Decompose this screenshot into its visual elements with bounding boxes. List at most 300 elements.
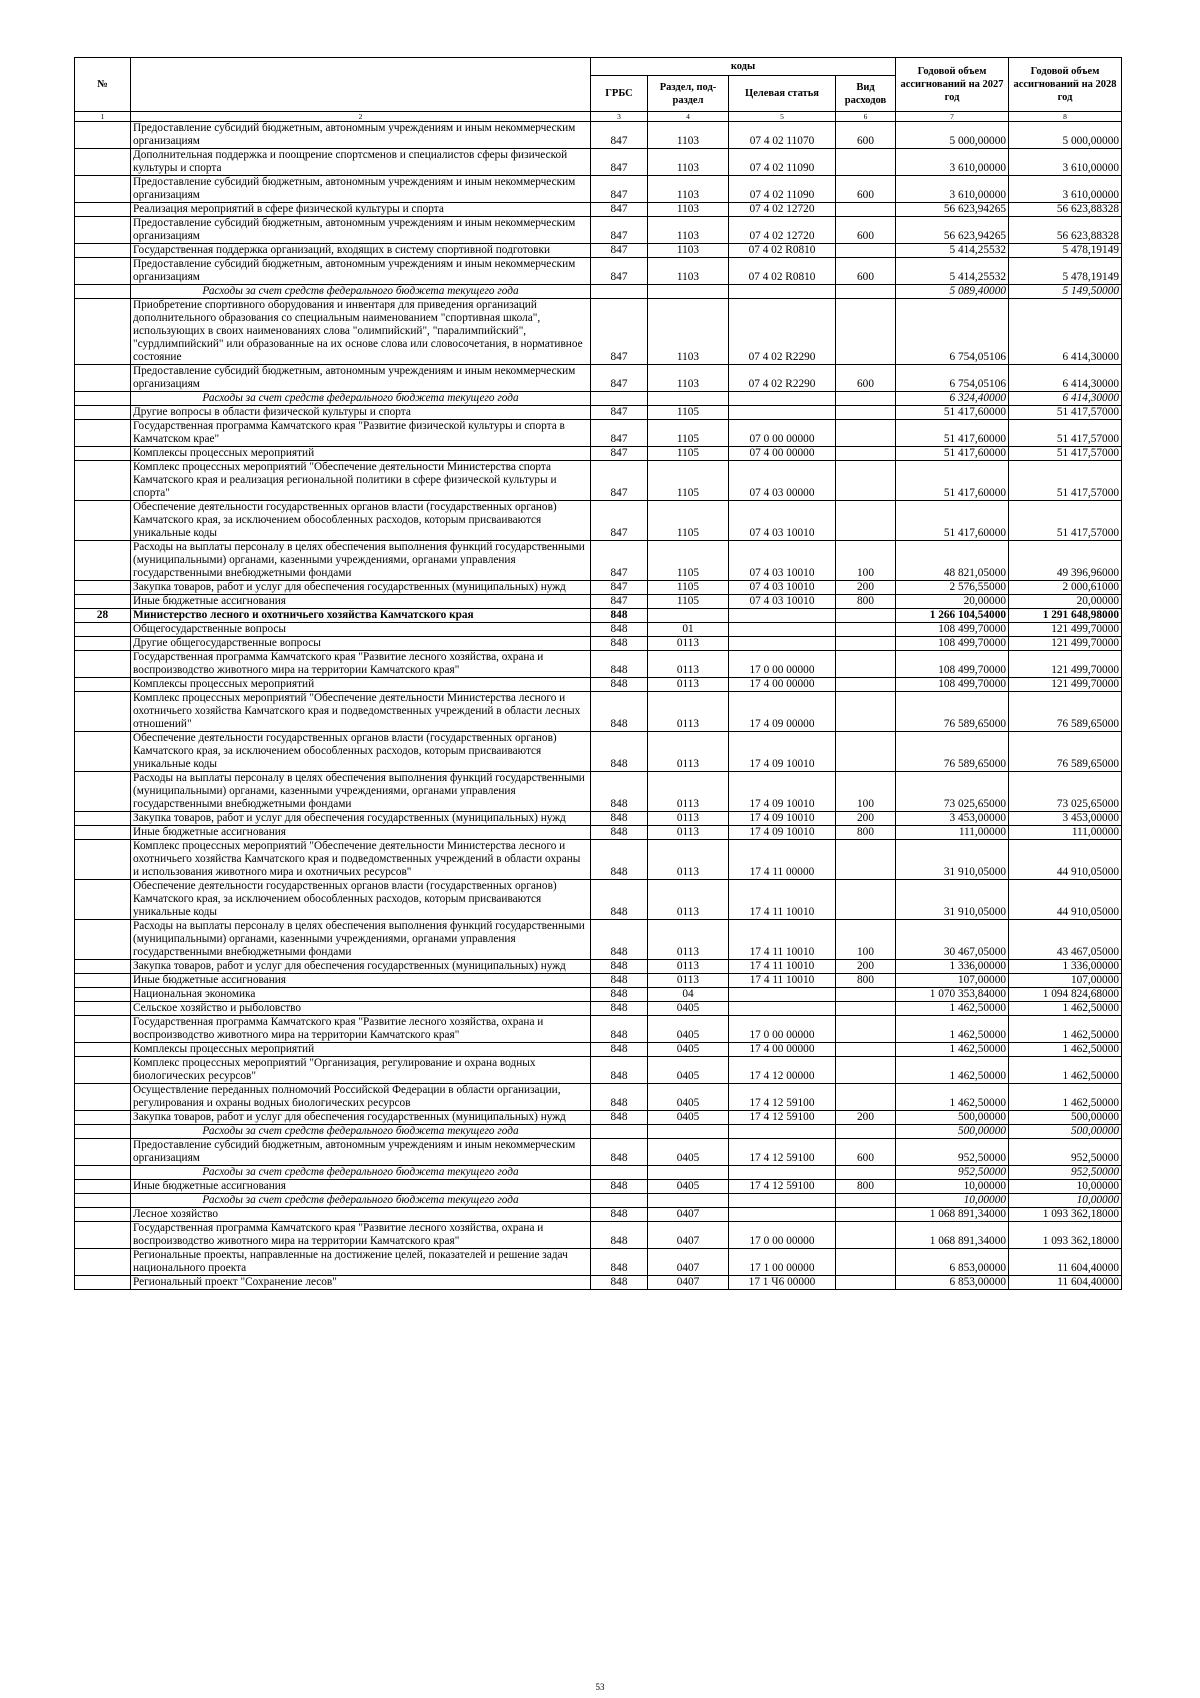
section-code: 1103 xyxy=(648,365,729,392)
row-number xyxy=(75,988,131,1002)
amount-2028: 500,00000 xyxy=(1009,1125,1122,1139)
amount-2028: 10,00000 xyxy=(1009,1180,1122,1194)
section-code: 1105 xyxy=(648,406,729,420)
amount-2028: 49 396,96000 xyxy=(1009,541,1122,581)
target-article xyxy=(729,392,836,406)
section-code: 1105 xyxy=(648,420,729,447)
expense-type xyxy=(836,299,896,365)
row-number xyxy=(75,392,131,406)
item-name: Иные бюджетные ассигнования xyxy=(131,595,591,609)
target-article: 17 4 12 59100 xyxy=(729,1084,836,1111)
item-name: Другие общегосударственные вопросы xyxy=(131,637,591,651)
row-number xyxy=(75,203,131,217)
item-name: Расходы за счет средств федерального бюджета текущего года xyxy=(131,1125,591,1139)
expense-type: 600 xyxy=(836,122,896,149)
section-code: 0113 xyxy=(648,920,729,960)
amount-2027: 76 589,65000 xyxy=(896,692,1009,732)
item-name: Государственная программа Камчатского края "Развитие лесного хозяйства, охрана и воспроизводство животного мира на территории Камчатского края" xyxy=(131,651,591,678)
section-code: 0113 xyxy=(648,732,729,772)
row-number xyxy=(75,1166,131,1180)
column-numbers-row xyxy=(75,112,1122,122)
column-number: 8 xyxy=(1009,112,1122,122)
expense-type: 600 xyxy=(836,217,896,244)
expense-type: 200 xyxy=(836,812,896,826)
item-name: Расходы за счет средств федерального бюджета текущего года xyxy=(131,1194,591,1208)
grbs-code xyxy=(591,1125,648,1139)
table-row xyxy=(75,840,1122,880)
amount-2027: 51 417,60000 xyxy=(896,447,1009,461)
row-number xyxy=(75,840,131,880)
table-row xyxy=(75,678,1122,692)
amount-2028: 51 417,57000 xyxy=(1009,406,1122,420)
row-number xyxy=(75,1276,131,1290)
item-name: Комплексы процессных мероприятий xyxy=(131,447,591,461)
expense-type xyxy=(836,678,896,692)
table-row xyxy=(75,637,1122,651)
row-number xyxy=(75,692,131,732)
amount-2027: 500,00000 xyxy=(896,1125,1009,1139)
target-article xyxy=(729,285,836,299)
amount-2027: 48 821,05000 xyxy=(896,541,1009,581)
section-code: 1105 xyxy=(648,447,729,461)
expense-type xyxy=(836,840,896,880)
target-article: 07 4 02 11090 xyxy=(729,149,836,176)
row-number xyxy=(75,826,131,840)
target-article: 17 0 00 00000 xyxy=(729,1016,836,1043)
table-row xyxy=(75,1139,1122,1166)
expense-type: 600 xyxy=(836,258,896,285)
grbs-code: 848 xyxy=(591,812,648,826)
page-number: 53 xyxy=(595,1682,605,1692)
expense-type xyxy=(836,1057,896,1084)
amount-2028: 51 417,57000 xyxy=(1009,420,1122,447)
target-article: 07 4 03 10010 xyxy=(729,541,836,581)
item-name: Обеспечение деятельности государственных органов власти (государственных органов) Камчатского края, за исключением обособленных расходов, которым присваиваются уникальные коды xyxy=(131,501,591,541)
amount-2027: 6 754,05106 xyxy=(896,365,1009,392)
grbs-code: 847 xyxy=(591,461,648,501)
row-number xyxy=(75,772,131,812)
column-number: 4 xyxy=(648,112,729,122)
target-article: 17 4 11 10010 xyxy=(729,974,836,988)
section-code: 0405 xyxy=(648,1180,729,1194)
expense-type: 800 xyxy=(836,1180,896,1194)
amount-2028: 5 000,00000 xyxy=(1009,122,1122,149)
section-code: 1105 xyxy=(648,541,729,581)
table-row xyxy=(75,974,1122,988)
grbs-code: 847 xyxy=(591,420,648,447)
item-name: Государственная программа Камчатского края "Развитие лесного хозяйства, охрана и воспроизводство животного мира на территории Камчатского края" xyxy=(131,1222,591,1249)
expense-type xyxy=(836,1249,896,1276)
amount-2027: 6 754,05106 xyxy=(896,299,1009,365)
table-row xyxy=(75,1249,1122,1276)
grbs-code: 848 xyxy=(591,880,648,920)
item-name: Обеспечение деятельности государственных органов власти (государственных органов) Камчатского края, за исключением обособленных расходов, которым присваиваются уникальные коды xyxy=(131,732,591,772)
item-name: Другие вопросы в области физической культуры и спорта xyxy=(131,406,591,420)
section-code: 0113 xyxy=(648,840,729,880)
table-row xyxy=(75,299,1122,365)
table-row xyxy=(75,217,1122,244)
grbs-code: 848 xyxy=(591,609,648,623)
target-article: 07 4 03 00000 xyxy=(729,461,836,501)
section-code: 0405 xyxy=(648,1002,729,1016)
expense-type xyxy=(836,732,896,772)
section-code: 1103 xyxy=(648,217,729,244)
table-row xyxy=(75,258,1122,285)
section-code: 1105 xyxy=(648,461,729,501)
section-code: 1103 xyxy=(648,258,729,285)
target-article: 17 4 09 10010 xyxy=(729,826,836,840)
expense-type xyxy=(836,880,896,920)
target-article xyxy=(729,609,836,623)
target-article: 17 4 00 00000 xyxy=(729,678,836,692)
amount-2027: 20,00000 xyxy=(896,595,1009,609)
amount-2027: 3 453,00000 xyxy=(896,812,1009,826)
row-number xyxy=(75,1111,131,1125)
item-name: Закупка товаров, работ и услуг для обеспечения государственных (муниципальных) нужд xyxy=(131,581,591,595)
amount-2028: 1 462,50000 xyxy=(1009,1043,1122,1057)
section-code: 04 xyxy=(648,988,729,1002)
target-article: 07 4 03 10010 xyxy=(729,595,836,609)
amount-2027: 500,00000 xyxy=(896,1111,1009,1125)
expense-type: 600 xyxy=(836,365,896,392)
item-name: Предоставление субсидий бюджетным, автономным учреждениям и иным некоммерческим организациям xyxy=(131,1139,591,1166)
row-number xyxy=(75,974,131,988)
table-row xyxy=(75,772,1122,812)
amount-2027: 108 499,70000 xyxy=(896,651,1009,678)
target-article: 07 4 03 10010 xyxy=(729,581,836,595)
row-number xyxy=(75,1139,131,1166)
expense-type: 100 xyxy=(836,541,896,581)
row-number xyxy=(75,365,131,392)
table-row xyxy=(75,1222,1122,1249)
grbs-code: 847 xyxy=(591,217,648,244)
target-article: 17 0 00 00000 xyxy=(729,1222,836,1249)
amount-2028: 3 453,00000 xyxy=(1009,812,1122,826)
target-article: 17 4 11 10010 xyxy=(729,920,836,960)
amount-2027: 1 462,50000 xyxy=(896,1043,1009,1057)
expense-type xyxy=(836,1002,896,1016)
table-row xyxy=(75,623,1122,637)
row-number xyxy=(75,1084,131,1111)
table-row xyxy=(75,988,1122,1002)
row-number xyxy=(75,1125,131,1139)
grbs-code: 848 xyxy=(591,826,648,840)
expense-type xyxy=(836,447,896,461)
amount-2028: 51 417,57000 xyxy=(1009,501,1122,541)
column-number: 3 xyxy=(591,112,648,122)
table-row xyxy=(75,406,1122,420)
grbs-code: 847 xyxy=(591,365,648,392)
table-row xyxy=(75,960,1122,974)
grbs-code: 848 xyxy=(591,637,648,651)
amount-2028: 1 462,50000 xyxy=(1009,1016,1122,1043)
row-number xyxy=(75,1002,131,1016)
amount-2028: 2 000,61000 xyxy=(1009,581,1122,595)
expense-type xyxy=(836,988,896,1002)
target-article: 17 4 11 10010 xyxy=(729,960,836,974)
grbs-code: 847 xyxy=(591,176,648,203)
amount-2028: 107,00000 xyxy=(1009,974,1122,988)
section-code: 0405 xyxy=(648,1139,729,1166)
row-number xyxy=(75,623,131,637)
amount-2028: 121 499,70000 xyxy=(1009,678,1122,692)
expense-type xyxy=(836,623,896,637)
item-name: Комплексы процессных мероприятий xyxy=(131,678,591,692)
expense-type xyxy=(836,1194,896,1208)
row-number xyxy=(75,501,131,541)
section-code xyxy=(648,285,729,299)
grbs-code: 848 xyxy=(591,920,648,960)
item-name: Дополнительная поддержка и поощрение спортсменов и специалистов сферы физической культуры и спорта xyxy=(131,149,591,176)
target-article: 17 4 12 59100 xyxy=(729,1111,836,1125)
row-number xyxy=(75,1180,131,1194)
target-article xyxy=(729,1166,836,1180)
amount-2027: 76 589,65000 xyxy=(896,732,1009,772)
amount-2028: 44 910,05000 xyxy=(1009,840,1122,880)
amount-2027: 1 070 353,84000 xyxy=(896,988,1009,1002)
amount-2027: 952,50000 xyxy=(896,1139,1009,1166)
table-row xyxy=(75,880,1122,920)
amount-2028: 111,00000 xyxy=(1009,826,1122,840)
amount-2028: 6 414,30000 xyxy=(1009,299,1122,365)
table-row xyxy=(75,1111,1122,1125)
expense-type xyxy=(836,1222,896,1249)
expense-type xyxy=(836,406,896,420)
target-article: 17 4 12 59100 xyxy=(729,1139,836,1166)
row-number xyxy=(75,447,131,461)
amount-2027: 5 089,40000 xyxy=(896,285,1009,299)
amount-2027: 56 623,94265 xyxy=(896,217,1009,244)
amount-2027: 30 467,05000 xyxy=(896,920,1009,960)
table-row xyxy=(75,1276,1122,1290)
section-code: 1103 xyxy=(648,299,729,365)
table-row xyxy=(75,501,1122,541)
expense-type: 200 xyxy=(836,960,896,974)
target-article: 17 4 00 00000 xyxy=(729,1043,836,1057)
expense-type: 100 xyxy=(836,920,896,960)
item-name: Министерство лесного и охотничьего хозяйства Камчатского края xyxy=(131,609,591,623)
amount-2027: 1 068 891,34000 xyxy=(896,1208,1009,1222)
amount-2028: 11 604,40000 xyxy=(1009,1249,1122,1276)
amount-2028: 1 462,50000 xyxy=(1009,1084,1122,1111)
row-number xyxy=(75,651,131,678)
section-code xyxy=(648,609,729,623)
table-row xyxy=(75,149,1122,176)
grbs-code: 848 xyxy=(591,1002,648,1016)
section-code: 0407 xyxy=(648,1222,729,1249)
row-number xyxy=(75,258,131,285)
target-article: 07 4 02 12720 xyxy=(729,217,836,244)
target-article: 17 4 09 10010 xyxy=(729,812,836,826)
item-name: Закупка товаров, работ и услуг для обеспечения государственных (муниципальных) нужд xyxy=(131,812,591,826)
table-row xyxy=(75,826,1122,840)
amount-2027: 952,50000 xyxy=(896,1166,1009,1180)
target-article: 07 4 03 10010 xyxy=(729,501,836,541)
grbs-code: 847 xyxy=(591,299,648,365)
section-code xyxy=(648,1194,729,1208)
item-name: Иные бюджетные ассигнования xyxy=(131,974,591,988)
expense-type: 800 xyxy=(836,826,896,840)
expense-type xyxy=(836,1043,896,1057)
amount-2028: 1 094 824,68000 xyxy=(1009,988,1122,1002)
amount-2028: 56 623,88328 xyxy=(1009,203,1122,217)
budget-table xyxy=(74,57,1122,1290)
column-number: 7 xyxy=(896,112,1009,122)
column-number: 5 xyxy=(729,112,836,122)
section-code: 1103 xyxy=(648,149,729,176)
amount-2028: 11 604,40000 xyxy=(1009,1276,1122,1290)
target-article: 17 4 09 00000 xyxy=(729,692,836,732)
header-2027: Годовой объем ассигнований на 2027 год xyxy=(896,58,1009,112)
item-name: Комплекс процессных мероприятий "Обеспечение деятельности Министерства лесного и охотничьего хозяйства Камчатского края и подведомственных учреждений в области лесных отношений" xyxy=(131,692,591,732)
expense-type xyxy=(836,1016,896,1043)
table-row xyxy=(75,541,1122,581)
amount-2028: 952,50000 xyxy=(1009,1139,1122,1166)
item-name: Предоставление субсидий бюджетным, автономным учреждениям и иным некоммерческим организациям xyxy=(131,365,591,392)
expense-type xyxy=(836,392,896,406)
grbs-code: 848 xyxy=(591,1276,648,1290)
target-article: 17 4 12 59100 xyxy=(729,1180,836,1194)
grbs-code: 847 xyxy=(591,122,648,149)
target-article: 07 4 00 00000 xyxy=(729,447,836,461)
item-name: Государственная поддержка организаций, входящих в систему спортивной подготовки xyxy=(131,244,591,258)
federal-budget-row xyxy=(75,1125,1122,1139)
row-number xyxy=(75,541,131,581)
amount-2027: 108 499,70000 xyxy=(896,623,1009,637)
row-number xyxy=(75,176,131,203)
item-name: Комплекс процессных мероприятий "Обеспечение деятельности Министерства спорта Камчатского края и реализация региональной политики в сфере физической культуры и спорта" xyxy=(131,461,591,501)
target-article: 17 4 11 00000 xyxy=(729,840,836,880)
expense-type: 800 xyxy=(836,595,896,609)
section-code: 1105 xyxy=(648,595,729,609)
row-number xyxy=(75,732,131,772)
amount-2028: 56 623,88328 xyxy=(1009,217,1122,244)
grbs-code xyxy=(591,285,648,299)
expense-type xyxy=(836,461,896,501)
item-name: Комплексы процессных мероприятий xyxy=(131,1043,591,1057)
section-code: 1105 xyxy=(648,581,729,595)
section-code: 0113 xyxy=(648,651,729,678)
header-exp-type: Вид расходов xyxy=(836,76,896,112)
item-name: Приобретение спортивного оборудования и инвентаря для приведения организаций дополнительного образования со специальным наименованием "спортивная школа", использующих в своих наименованиях слова "олимпийский", "паралимпийский", "сурдлимпийский" или образованные на их основе слова или словосочетания, в нормативное состояние xyxy=(131,299,591,365)
item-name: Расходы на выплаты персоналу в целях обеспечения выполнения функций государственными (муниципальными) органами, казенными учреждениями, органами управления государственными внебюджетными фондами xyxy=(131,920,591,960)
amount-2028: 952,50000 xyxy=(1009,1166,1122,1180)
grbs-code: 847 xyxy=(591,406,648,420)
expense-type: 600 xyxy=(836,1139,896,1166)
column-number: 1 xyxy=(75,112,131,122)
federal-budget-row xyxy=(75,1194,1122,1208)
expense-type xyxy=(836,609,896,623)
grbs-code: 848 xyxy=(591,1016,648,1043)
grbs-code: 847 xyxy=(591,244,648,258)
grbs-code xyxy=(591,1166,648,1180)
target-article xyxy=(729,1125,836,1139)
table-row xyxy=(75,1208,1122,1222)
table-row xyxy=(75,122,1122,149)
grbs-code: 847 xyxy=(591,501,648,541)
amount-2028: 6 414,30000 xyxy=(1009,365,1122,392)
section-code: 0113 xyxy=(648,812,729,826)
table-row xyxy=(75,365,1122,392)
section-code: 0113 xyxy=(648,826,729,840)
amount-2027: 1 462,50000 xyxy=(896,1084,1009,1111)
grbs-code: 847 xyxy=(591,258,648,285)
item-name: Предоставление субсидий бюджетным, автономным учреждениям и иным некоммерческим организациям xyxy=(131,122,591,149)
item-name: Расходы на выплаты персоналу в целях обеспечения выполнения функций государственными (муниципальными) органами, казенными учреждениями, органами управления государственными внебюджетными фондами xyxy=(131,772,591,812)
grbs-code: 848 xyxy=(591,960,648,974)
target-article: 17 4 12 00000 xyxy=(729,1057,836,1084)
grbs-code: 848 xyxy=(591,1084,648,1111)
row-number xyxy=(75,880,131,920)
section-code: 0407 xyxy=(648,1249,729,1276)
section-code: 0407 xyxy=(648,1276,729,1290)
row-number xyxy=(75,812,131,826)
table-body xyxy=(75,122,1122,1290)
header-section: Раздел, под- раздел xyxy=(648,76,729,112)
table-row xyxy=(75,692,1122,732)
table-row xyxy=(75,244,1122,258)
expense-type xyxy=(836,637,896,651)
amount-2028: 3 610,00000 xyxy=(1009,176,1122,203)
item-name: Осуществление переданных полномочий Российской Федерации в области организации, регулирования и охраны водных биологических ресурсов xyxy=(131,1084,591,1111)
header-target: Целевая статья xyxy=(729,76,836,112)
amount-2028: 73 025,65000 xyxy=(1009,772,1122,812)
amount-2027: 31 910,05000 xyxy=(896,880,1009,920)
item-name: Региональные проекты, направленные на достижение целей, показателей и решение задач национального проекта xyxy=(131,1249,591,1276)
grbs-code: 847 xyxy=(591,595,648,609)
row-number xyxy=(75,920,131,960)
table-row xyxy=(75,1016,1122,1043)
grbs-code: 847 xyxy=(591,447,648,461)
row-number xyxy=(75,1249,131,1276)
expense-type: 200 xyxy=(836,1111,896,1125)
target-article: 17 4 09 10010 xyxy=(729,732,836,772)
row-number xyxy=(75,244,131,258)
target-article: 07 4 02 R2290 xyxy=(729,299,836,365)
target-article xyxy=(729,1002,836,1016)
item-name: Закупка товаров, работ и услуг для обеспечения государственных (муниципальных) нужд xyxy=(131,960,591,974)
section-code xyxy=(648,1125,729,1139)
grbs-code: 848 xyxy=(591,772,648,812)
amount-2027: 56 623,94265 xyxy=(896,203,1009,217)
expense-type xyxy=(836,692,896,732)
header-num: № xyxy=(75,58,131,112)
amount-2027: 5 414,25532 xyxy=(896,258,1009,285)
table-row xyxy=(75,447,1122,461)
federal-budget-row xyxy=(75,1166,1122,1180)
expense-type xyxy=(836,1084,896,1111)
item-name: Общегосударственные вопросы xyxy=(131,623,591,637)
amount-2028: 44 910,05000 xyxy=(1009,880,1122,920)
amount-2028: 1 291 648,98000 xyxy=(1009,609,1122,623)
target-article: 07 4 02 12720 xyxy=(729,203,836,217)
expense-type: 100 xyxy=(836,772,896,812)
grbs-code: 848 xyxy=(591,1222,648,1249)
amount-2027: 1 336,00000 xyxy=(896,960,1009,974)
row-number xyxy=(75,960,131,974)
amount-2027: 108 499,70000 xyxy=(896,637,1009,651)
row-number xyxy=(75,461,131,501)
section-code: 0113 xyxy=(648,692,729,732)
amount-2028: 121 499,70000 xyxy=(1009,637,1122,651)
table-row xyxy=(75,1180,1122,1194)
section-code: 0407 xyxy=(648,1208,729,1222)
target-article: 07 4 02 R0810 xyxy=(729,258,836,285)
amount-2028: 6 414,30000 xyxy=(1009,392,1122,406)
section-code xyxy=(648,1166,729,1180)
section-code: 0405 xyxy=(648,1043,729,1057)
amount-2027: 51 417,60000 xyxy=(896,501,1009,541)
